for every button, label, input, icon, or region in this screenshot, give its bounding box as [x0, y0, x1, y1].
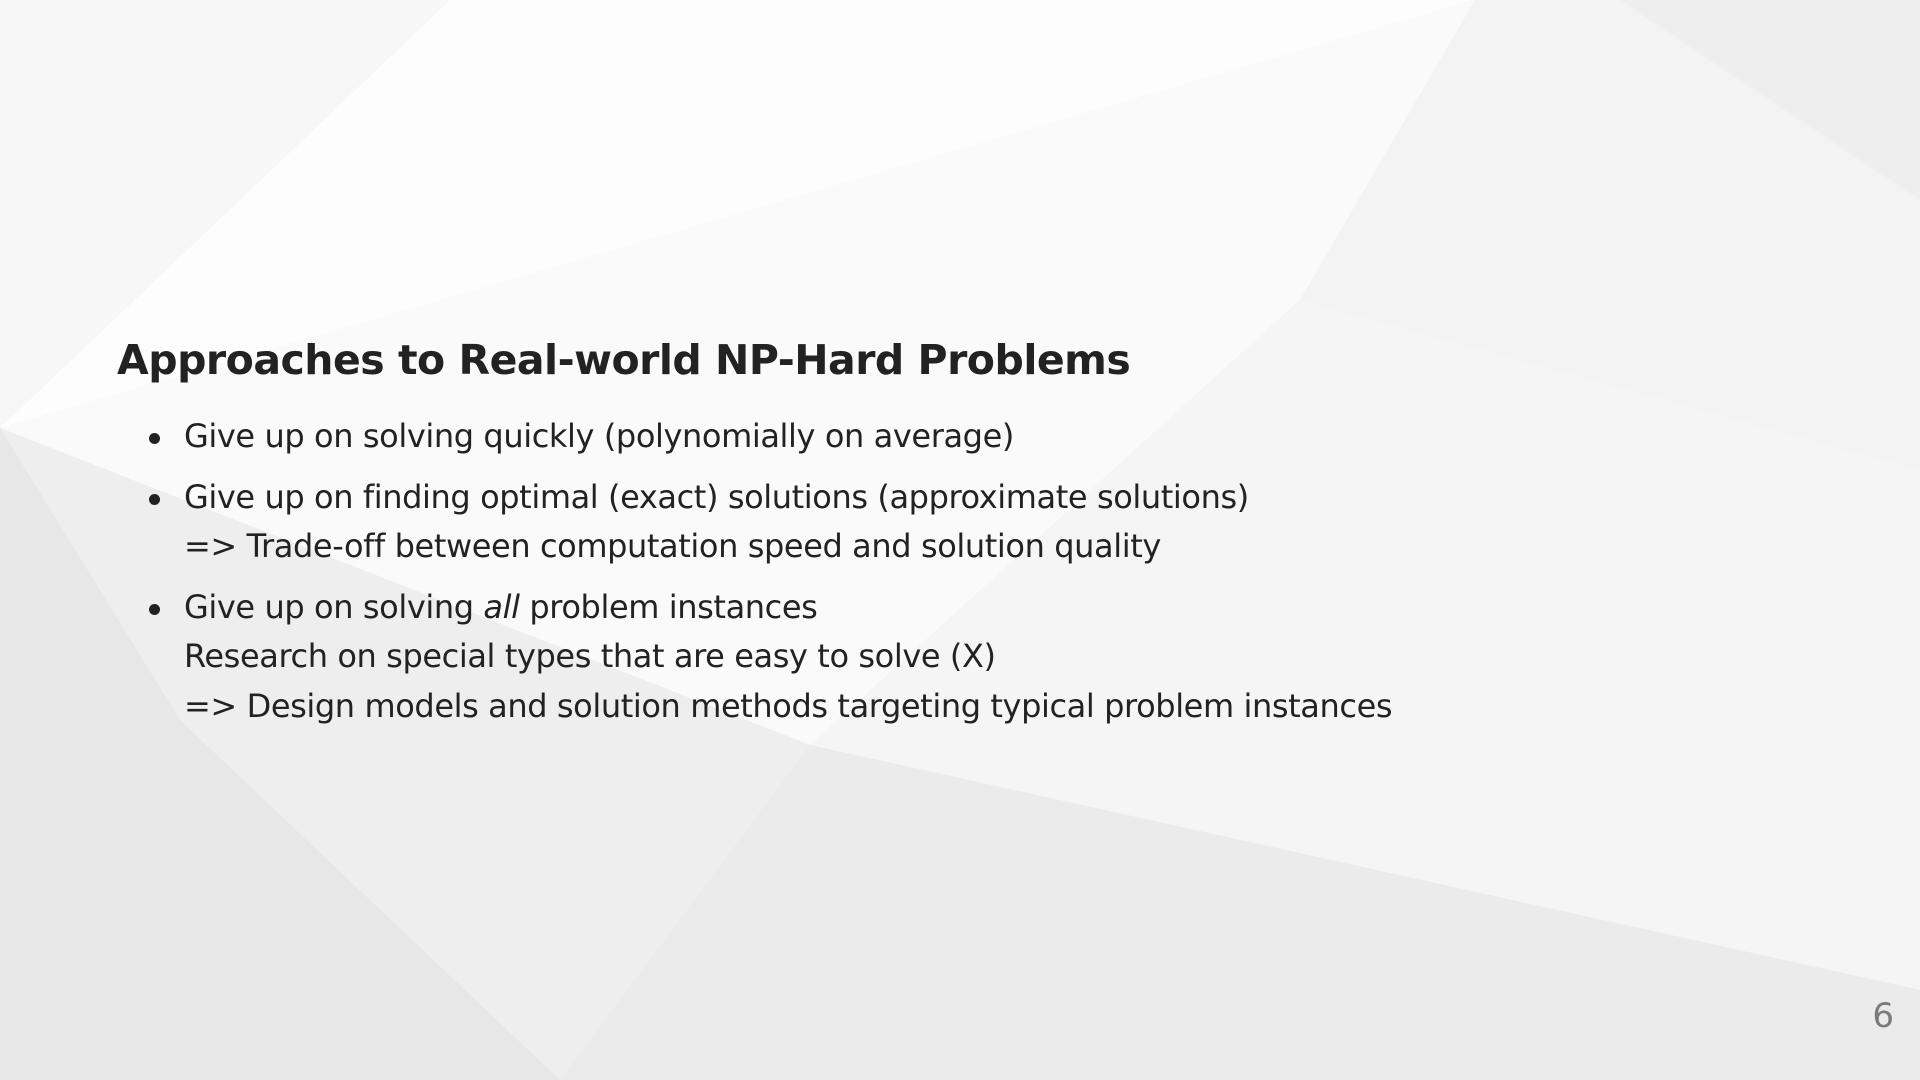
slide-title: Approaches to Real-world NP-Hard Problems — [117, 336, 1131, 384]
bullet-text-before-emphasis: Give up on solving — [184, 587, 484, 626]
bullet-item — [117, 473, 1677, 572]
bullet-text-after-emphasis: problem instances — [519, 587, 818, 626]
bullet-text: Give up on solving quickly (polynomially on average) — [184, 417, 1014, 455]
bullet-item — [117, 412, 1677, 462]
bullet-dot-icon — [149, 604, 160, 615]
slide-content — [117, 332, 1677, 742]
bullet-item — [117, 583, 1677, 732]
page-number: 6 — [1872, 996, 1894, 1036]
bullet-continuation-text: => Design models and solution methods targeting typical problem instances — [184, 686, 1393, 725]
bullet-list — [117, 412, 1677, 731]
bullet-text — [184, 583, 1677, 633]
bullet-dot-icon — [149, 433, 160, 444]
bullet-continuation-text: Research on special types that are easy to solve (X) — [184, 637, 996, 675]
bullet-text-emphasis: all — [483, 587, 520, 626]
bullet-continuation-text: => Trade-off between computation speed and solution quality — [184, 527, 1161, 565]
bullet-text: Give up on finding optimal (exact) solutions (approximate solutions) — [184, 477, 1249, 516]
bullet-dot-icon — [149, 494, 160, 505]
